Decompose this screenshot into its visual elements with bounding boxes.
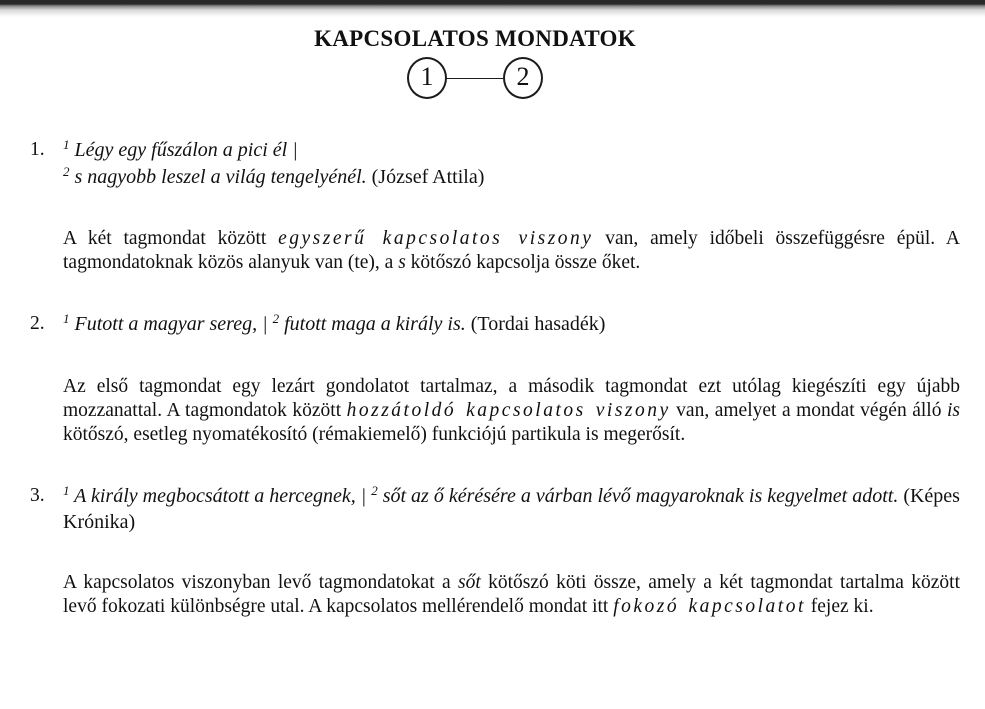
text-segment: 2 [272,311,280,326]
page-title: KAPCSOLATOS MONDATOK [314,26,636,51]
text-segment: Légy egy fűszálon a pici él | [69,139,298,161]
diagram-edge-line [447,78,503,79]
text-segment: 2 [63,163,70,179]
text-segment: van, amelyet a mondat végén álló [670,399,947,421]
text-segment: is [946,399,960,421]
example-item-1 [0,138,985,275]
text-segment: A kapcsolatos viszonyban levő tagmondatokat a [63,571,458,593]
example-item-2 [0,312,985,447]
text-segment: fokozó kapcsolatot [613,595,806,617]
explanation-paragraph [63,227,960,275]
text-segment: 1 [63,137,70,152]
text-segment: sőt [457,571,481,593]
example-quote [63,312,960,339]
page-top-shadow [0,0,985,17]
item-number: 2. [30,313,45,334]
text-segment: Futott a magyar sereg, | [69,313,273,335]
text-segment: kötőszó, esetleg nyomatékosító (rémakiemelő) funkciójú partikula is megerősít. [63,423,686,445]
diagram-node-2: 2 [503,57,543,99]
explanation-paragraph [63,375,960,447]
text-segment: sőt az ő kérésére a várban lévő magyaroknak is kegyelmet adott. [377,484,899,507]
explanation-paragraph [63,571,960,619]
text-segment: (József Attila) [366,165,485,188]
clause-relation-diagram [0,55,950,101]
text-segment: Az első tagmondat egy lezárt gondolatot tartalmaz, a második tagmondat ezt utólag kiegészíti egy újabb mozzanattal. A tagmondatok között [63,375,960,421]
item-number: 1. [30,139,45,160]
text-segment: 1 [63,311,70,326]
text-segment: futott maga a király is. [279,313,466,335]
text-segment: s [398,252,406,273]
text-segment: kötőszó kapcsolja össze őket. [405,252,641,273]
text-segment: (Tordai hasadék) [465,313,606,335]
text-segment: A király megbocsátott a hercegnek, | [69,484,372,507]
item-number: 3. [30,484,45,506]
text-segment: fejez ki. [805,595,874,617]
example-quote [63,484,960,535]
text-segment: 2 [371,482,378,498]
text-segment: 1 [63,482,70,498]
text-segment: kötőszó köti össze, amely a két tagmondat tartalma között levő fokozati különbségre utal. A kapcsolatos mellérendelő mondat itt [63,571,961,617]
text-segment: A két tagmondat között [63,228,279,249]
text-segment: s nagyobb leszel a világ tengelyénél. [69,165,367,188]
text-segment: van, amely időbeli összefüggésre épül. A tagmondatoknak közös alanyuk van (te), a [63,228,960,273]
document-content [0,17,985,619]
text-segment: egyszerű kapcsolatos viszony [278,228,594,249]
example-list [0,138,985,619]
example-item-3 [0,484,985,619]
text-segment: (Képes Krónika) [63,484,960,533]
example-quote [63,138,960,191]
diagram-node-1: 1 [407,57,447,99]
text-segment: hozzátoldó kapcsolatos viszony [346,399,671,421]
